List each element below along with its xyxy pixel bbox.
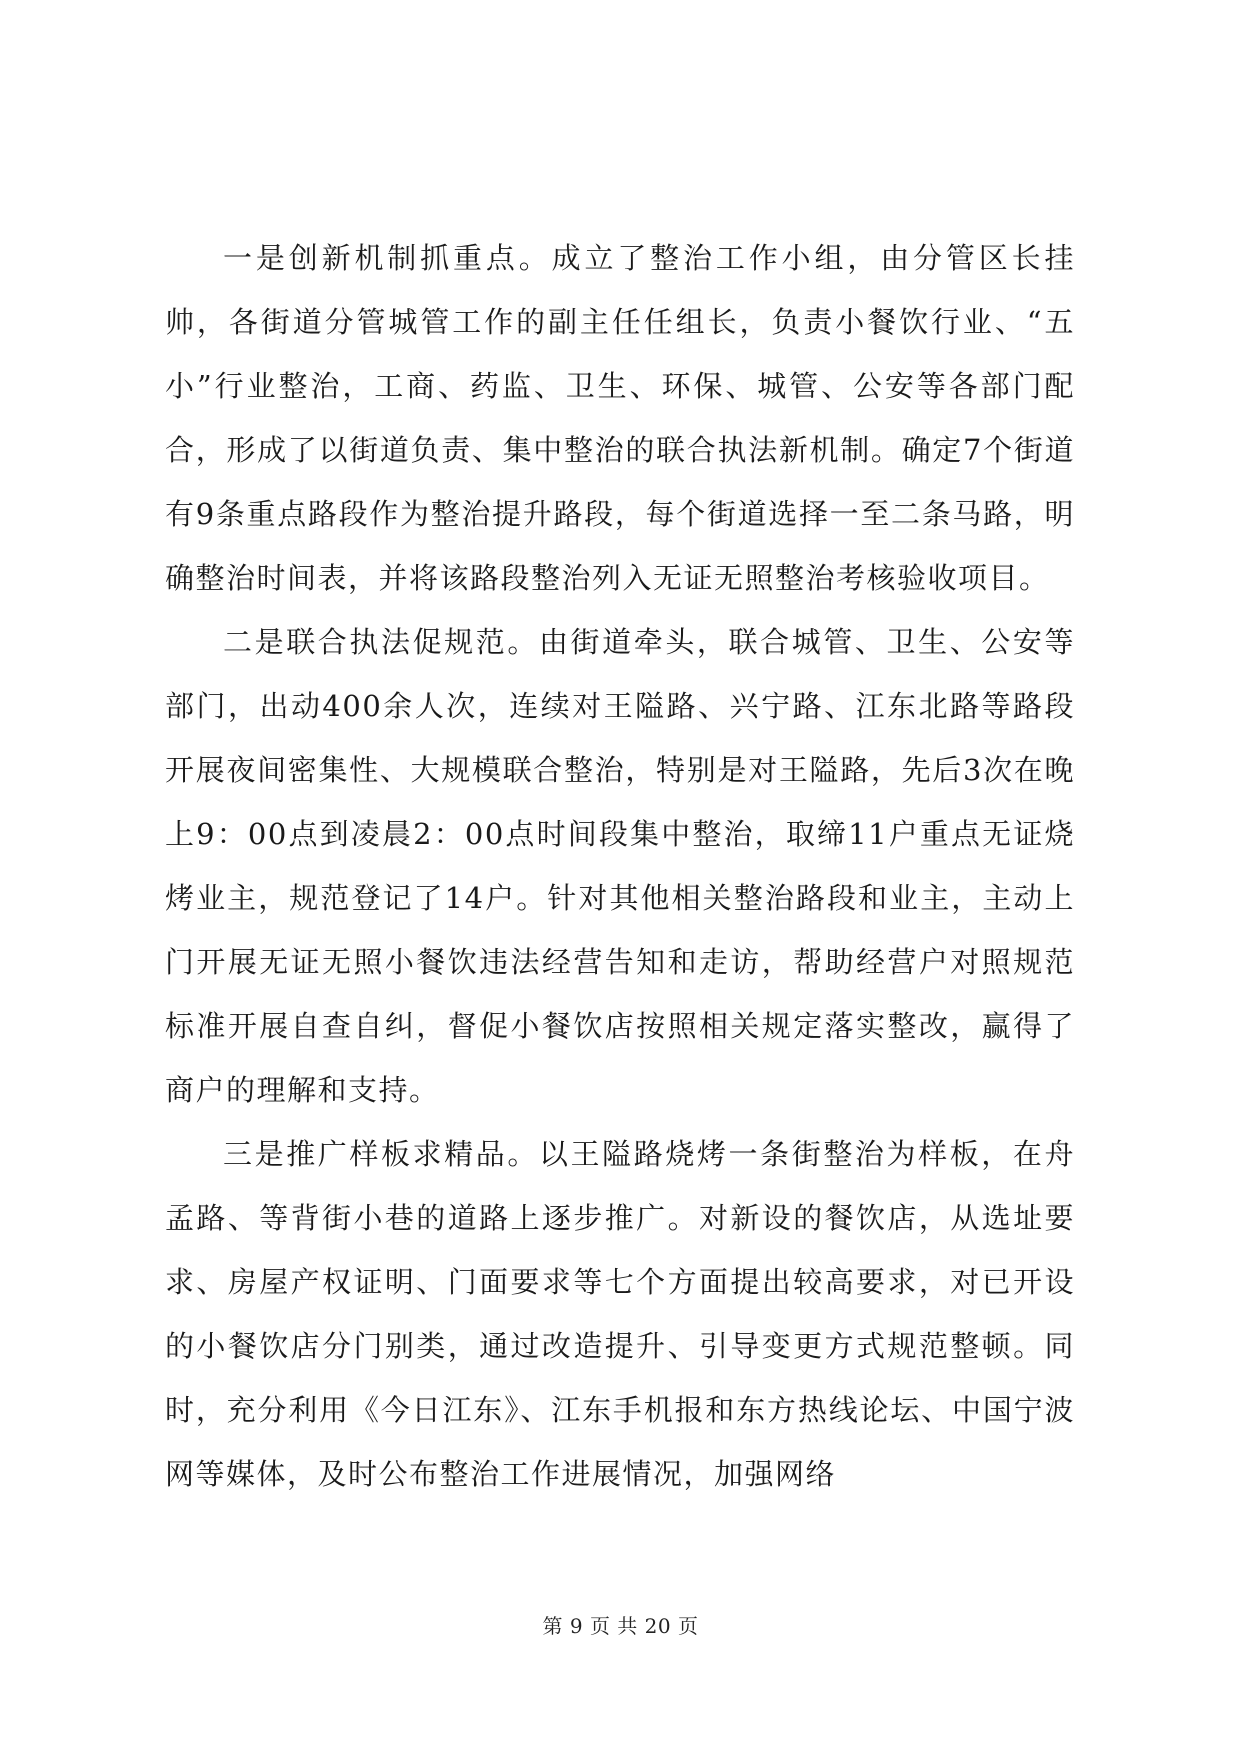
page-number-footer: 第 9 页 共 20 页: [542, 1614, 699, 1638]
paragraph-promote-model: 三是推广样板求精品。以王隘路烧烤一条街整治为样板，在舟孟路、等背街小巷的道路上逐步推广。对新设的餐饮店，从选址要求、房屋产权证明、门面要求等七个方面提出较高要求，对已开设的小餐饮店分门别类，通过改造提升、引导变更方式规范整顿。同时，充分利用《今日江东》、江东手机报和东方热线论坛、中国宁波网等媒体，及时公布整治工作进展情况，加强网络: [165, 1137, 1075, 1491]
document-body: [165, 226, 1075, 1506]
paragraph-innovation-mechanism: 一是创新机制抓重点。成立了整治工作小组，由分管区长挂帅，各街道分管城管工作的副主任任组长，负责小餐饮行业、“五小”行业整治，工商、药监、卫生、环保、城管、公安等各部门配合，形成了以街道负责、集中整治的联合执法新机制。确定7个街道有9条重点路段作为整治提升路段，每个街道选择一至二条马路，明确整治时间表，并将该路段整治列入无证无照整治考核验收项目。: [165, 241, 1075, 595]
paragraph-joint-enforcement: 二是联合执法促规范。由街道牵头，联合城管、卫生、公安等部门，出动400余人次，连续对王隘路、兴宁路、江东北路等路段开展夜间密集性、大规模联合整治，特别是对王隘路，先后3次在晚上9：00点到凌晨2：00点时间段集中整治，取缔11户重点无证烧烤业主，规范登记了14户。针对其他相关整治路段和业主，主动上门开展无证无照小餐饮违法经营告知和走访，帮助经营户对照规范标准开展自查自纠，督促小餐饮店按照相关规定落实整改，赢得了商户的理解和支持。: [165, 625, 1075, 1107]
